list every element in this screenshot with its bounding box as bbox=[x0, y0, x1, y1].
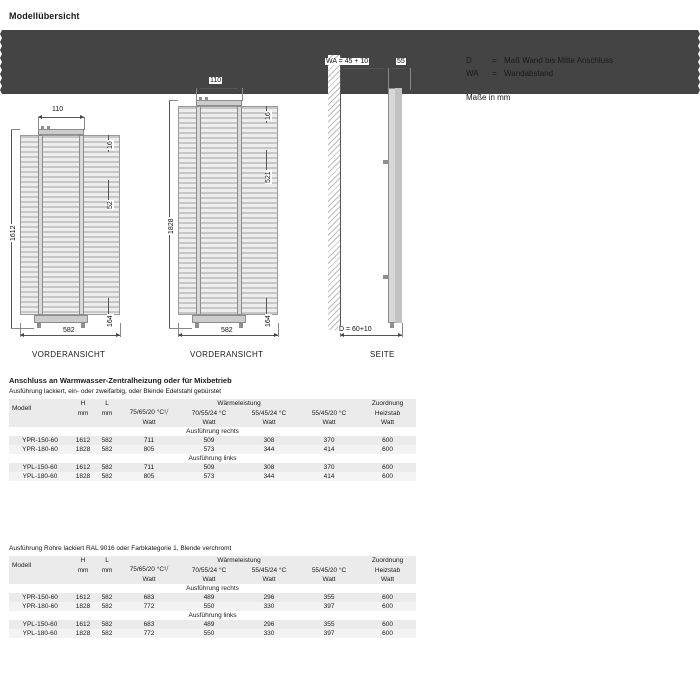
group-label: Ausführung rechts bbox=[9, 584, 416, 593]
table-header-row bbox=[9, 565, 416, 575]
cell-model: YPR-180-60 bbox=[9, 602, 71, 611]
table-row bbox=[9, 463, 416, 472]
cell-h: 1828 bbox=[71, 602, 95, 611]
dim-16-1: 16 bbox=[107, 141, 114, 149]
cell-h: 1828 bbox=[71, 472, 95, 481]
cell-w1: 772 bbox=[119, 629, 179, 638]
th-heizstab: Heizstab bbox=[359, 565, 416, 575]
legend-key: WA bbox=[466, 69, 479, 78]
cell-w1: 772 bbox=[119, 602, 179, 611]
cell-w4: 397 bbox=[299, 629, 359, 638]
th-temp-2: 70/55/24 °C bbox=[179, 408, 239, 418]
cell-l: 582 bbox=[95, 593, 119, 602]
legend-value: Wandabstand bbox=[504, 69, 554, 78]
cell-w2: 550 bbox=[179, 602, 239, 611]
table-section-2 bbox=[9, 545, 404, 638]
cell-w2: 509 bbox=[179, 463, 239, 472]
cell-w2: 489 bbox=[179, 593, 239, 602]
th-blank bbox=[95, 575, 119, 584]
table-group-header bbox=[9, 584, 416, 593]
table-row bbox=[9, 620, 416, 629]
cell-z: 600 bbox=[359, 463, 416, 472]
th-l-unit: mm bbox=[95, 408, 119, 418]
dim-height-1: 1612 bbox=[10, 225, 17, 241]
cell-l: 582 bbox=[95, 620, 119, 629]
cell-w3: 330 bbox=[239, 629, 299, 638]
cell-w4: 414 bbox=[299, 445, 359, 454]
th-blank bbox=[9, 575, 71, 584]
cell-z: 600 bbox=[359, 602, 416, 611]
th-blank bbox=[9, 418, 71, 427]
dim-width-1: 582 bbox=[63, 327, 75, 334]
table-group-header bbox=[9, 611, 416, 620]
cell-w2: 573 bbox=[179, 445, 239, 454]
table-row bbox=[9, 629, 416, 638]
th-watt-3: Watt bbox=[239, 575, 299, 584]
cell-w1: 805 bbox=[119, 445, 179, 454]
cell-w1: 711 bbox=[119, 463, 179, 472]
legend bbox=[466, 56, 613, 82]
th-watt-5: Watt bbox=[359, 575, 416, 584]
legend-row bbox=[466, 56, 613, 65]
cell-model: YPR-150-60 bbox=[9, 593, 71, 602]
cell-w2: 509 bbox=[179, 436, 239, 445]
cell-h: 1828 bbox=[71, 629, 95, 638]
cell-l: 582 bbox=[95, 602, 119, 611]
th-l: L bbox=[95, 556, 119, 565]
cell-w4: 355 bbox=[299, 620, 359, 629]
table-group-header bbox=[9, 454, 416, 463]
table-row bbox=[9, 445, 416, 454]
view-caption-3: SEITE bbox=[370, 350, 395, 359]
cell-h: 1612 bbox=[71, 436, 95, 445]
table-row bbox=[9, 436, 416, 445]
cell-w3: 296 bbox=[239, 620, 299, 629]
cell-z: 600 bbox=[359, 445, 416, 454]
cell-model: YPL-180-60 bbox=[9, 472, 71, 481]
legend-note: Maße in mm bbox=[466, 93, 511, 102]
cell-h: 1612 bbox=[71, 463, 95, 472]
th-temp-4: 55/45/20 °C bbox=[299, 565, 359, 575]
th-model: Modell bbox=[9, 556, 71, 575]
group-label: Ausführung links bbox=[9, 611, 416, 620]
table-row bbox=[9, 472, 416, 481]
cell-z: 600 bbox=[359, 593, 416, 602]
th-zuordnung: Zuordnung bbox=[359, 399, 416, 408]
cell-w2: 550 bbox=[179, 629, 239, 638]
cell-w1: 683 bbox=[119, 593, 179, 602]
th-temp-3: 55/45/24 °C bbox=[239, 408, 299, 418]
cell-w4: 370 bbox=[299, 436, 359, 445]
cell-h: 1612 bbox=[71, 593, 95, 602]
cell-z: 600 bbox=[359, 629, 416, 638]
dim-521-2: 521 bbox=[265, 171, 272, 183]
th-model: Modell bbox=[9, 399, 71, 418]
page-title: Modellübersicht bbox=[9, 11, 80, 21]
dim-top-width-1: 110 bbox=[52, 106, 64, 113]
cell-w3: 296 bbox=[239, 593, 299, 602]
th-watt-4: Watt bbox=[299, 575, 359, 584]
th-waermeleistung: Wärmeleistung bbox=[119, 556, 359, 565]
dim-52-1: 52 bbox=[107, 201, 114, 209]
cell-w1: 805 bbox=[119, 472, 179, 481]
cell-w1: 683 bbox=[119, 620, 179, 629]
view-caption-2: VORDERANSICHT bbox=[190, 350, 264, 359]
th-heizstab: Heizstab bbox=[359, 408, 416, 418]
view-caption-1: VORDERANSICHT bbox=[32, 350, 106, 359]
spec-table-2 bbox=[9, 556, 416, 638]
cell-model: YPL-180-60 bbox=[9, 629, 71, 638]
table-header-row bbox=[9, 399, 416, 408]
th-watt-3: Watt bbox=[239, 418, 299, 427]
table-header-row bbox=[9, 408, 416, 418]
dim-16-2: 16 bbox=[265, 112, 272, 120]
cell-w2: 573 bbox=[179, 472, 239, 481]
cell-model: YPR-180-60 bbox=[9, 445, 71, 454]
th-temp-4: 55/45/20 °C bbox=[299, 408, 359, 418]
group-label: Ausführung rechts bbox=[9, 427, 416, 436]
cell-z: 600 bbox=[359, 472, 416, 481]
th-temp-1: 75/65/20 °C¹⧸ bbox=[119, 565, 179, 575]
table-row bbox=[9, 602, 416, 611]
section-subtitle-2: Ausführung Rohre lackiert RAL 9016 oder Farbkategorie 1, Blende verchromt bbox=[9, 545, 232, 552]
th-l-unit: mm bbox=[95, 565, 119, 575]
cell-w3: 330 bbox=[239, 602, 299, 611]
th-watt-1: Watt bbox=[119, 575, 179, 584]
th-zuordnung: Zuordnung bbox=[359, 556, 416, 565]
dim-width-2: 582 bbox=[221, 327, 233, 334]
cell-w1: 711 bbox=[119, 436, 179, 445]
cell-z: 600 bbox=[359, 436, 416, 445]
table-row bbox=[9, 593, 416, 602]
group-label: Ausführung links bbox=[9, 454, 416, 463]
section-title-1: Anschluss an Warmwasser-Zentralheizung oder für Mixbetrieb bbox=[9, 376, 232, 385]
th-blank bbox=[71, 575, 95, 584]
cell-h: 1612 bbox=[71, 620, 95, 629]
spec-table-1 bbox=[9, 399, 416, 481]
cell-model: YPL-150-60 bbox=[9, 463, 71, 472]
legend-row bbox=[466, 69, 613, 78]
legend-equals: = bbox=[492, 69, 497, 78]
cell-l: 582 bbox=[95, 436, 119, 445]
section-subtitle-1: Ausführung lackiert, ein- oder zweifarbig, oder Blende Edelstahl gebürstet bbox=[9, 388, 222, 395]
th-blank bbox=[71, 418, 95, 427]
th-h: H bbox=[71, 556, 95, 565]
cell-w4: 397 bbox=[299, 602, 359, 611]
th-watt-4: Watt bbox=[299, 418, 359, 427]
th-watt-1: Watt bbox=[119, 418, 179, 427]
th-temp-2: 70/55/24 °C bbox=[179, 565, 239, 575]
cell-model: YPR-150-60 bbox=[9, 436, 71, 445]
cell-l: 582 bbox=[95, 463, 119, 472]
cell-l: 582 bbox=[95, 472, 119, 481]
th-h: H bbox=[71, 399, 95, 408]
dim-164-1: 164 bbox=[107, 315, 114, 327]
legend-equals: = bbox=[492, 56, 497, 65]
th-blank bbox=[95, 418, 119, 427]
cell-h: 1828 bbox=[71, 445, 95, 454]
table-header-row bbox=[9, 575, 416, 584]
cell-w4: 370 bbox=[299, 463, 359, 472]
th-watt-5: Watt bbox=[359, 418, 416, 427]
cell-l: 582 bbox=[95, 629, 119, 638]
cell-w4: 414 bbox=[299, 472, 359, 481]
table-header-row bbox=[9, 418, 416, 427]
cell-w2: 489 bbox=[179, 620, 239, 629]
th-watt-2: Watt bbox=[179, 418, 239, 427]
legend-key: D bbox=[466, 56, 472, 65]
th-watt-2: Watt bbox=[179, 575, 239, 584]
dim-wa: WA = 45 + 10 bbox=[326, 58, 369, 65]
dim-164-2: 164 bbox=[265, 315, 272, 327]
th-temp-3: 55/45/24 °C bbox=[239, 565, 299, 575]
table-section-1 bbox=[9, 376, 404, 481]
cell-model: YPL-150-60 bbox=[9, 620, 71, 629]
cell-z: 600 bbox=[359, 620, 416, 629]
dim-top-width-2: 110 bbox=[210, 77, 222, 84]
th-h-unit: mm bbox=[71, 408, 95, 418]
table-group-header bbox=[9, 427, 416, 436]
table-header-row bbox=[9, 556, 416, 565]
cell-l: 582 bbox=[95, 445, 119, 454]
cell-w3: 344 bbox=[239, 472, 299, 481]
cell-w3: 308 bbox=[239, 463, 299, 472]
cell-w3: 308 bbox=[239, 436, 299, 445]
legend-value: Maß Wand bis Mitte Anschluss bbox=[504, 56, 614, 65]
cell-w4: 355 bbox=[299, 593, 359, 602]
th-h-unit: mm bbox=[71, 565, 95, 575]
dim-height-2: 1828 bbox=[168, 218, 175, 234]
dim-depth-55: 55 bbox=[397, 58, 405, 65]
th-waermeleistung: Wärmeleistung bbox=[119, 399, 359, 408]
th-l: L bbox=[95, 399, 119, 408]
dim-d: D = 60+10 bbox=[339, 326, 372, 333]
cell-w3: 344 bbox=[239, 445, 299, 454]
th-temp-1: 75/65/20 °C¹⧸ bbox=[119, 408, 179, 418]
